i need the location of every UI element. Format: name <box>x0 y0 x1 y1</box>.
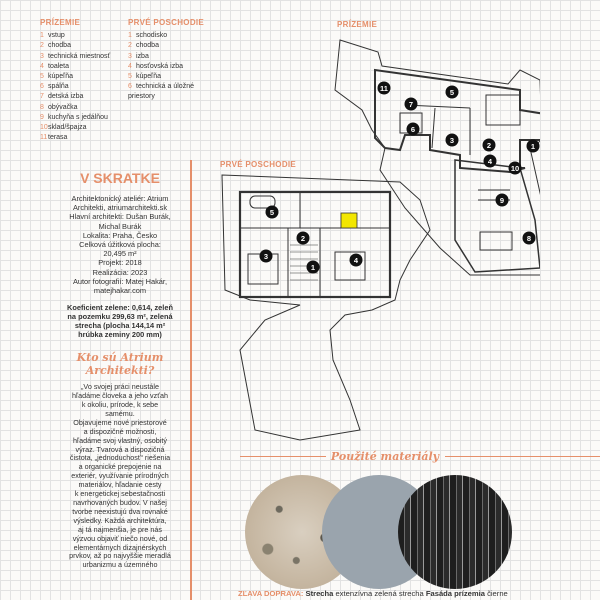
caption-head: ZĽAVA DOPRAVA: <box>238 589 304 598</box>
first-marker-label: 4 <box>353 255 359 265</box>
legend-ground-item <box>40 113 110 123</box>
project-info-line: Lokalita: Praha, Česko <box>82 230 158 240</box>
materials-caption <box>238 589 600 599</box>
legend-label: kúpeľňa <box>136 73 162 81</box>
legend-first-item <box>128 82 208 102</box>
legend-label: chodba <box>48 42 71 50</box>
ground-marker-label: 1 <box>530 141 536 151</box>
ground-marker-label: 6 <box>410 124 416 134</box>
ground-living-wing <box>455 160 540 272</box>
legend-number: 6 <box>40 83 44 91</box>
about-text-line: navrhovaných budov. V našej <box>73 498 167 508</box>
first-marker-label: 3 <box>263 251 269 261</box>
legend-ground-list <box>40 31 110 143</box>
legend-first-item <box>128 41 208 51</box>
ground-marker-label: 3 <box>449 135 455 145</box>
legend-label: spálňa <box>48 83 69 91</box>
first-marker-label: 1 <box>310 262 316 272</box>
legend-number: 1 <box>40 32 44 40</box>
legend-number: 5 <box>128 73 132 81</box>
legend-label: kúpeľňa <box>48 73 74 81</box>
green-coefficient-line: Koeficient zelene: 0,614, zeleň <box>67 303 173 313</box>
project-info-line: Hlavní architekti: Dušan Burák, <box>69 212 171 222</box>
materials-rule-left <box>240 456 326 457</box>
about-text-line: materiálov, hľadanie cesty <box>78 480 162 490</box>
legend-label: detská izba <box>48 93 84 101</box>
sidebar-title: V SKRATKE <box>80 170 160 186</box>
ground-markers <box>378 82 540 245</box>
sidebar-divider <box>190 160 192 600</box>
about-title-line1: Kto sú Atrium <box>76 351 164 365</box>
about-text-line: elementárnych dizajnérskych <box>73 542 167 552</box>
green-coefficient-line: strecha (plocha 144,14 m² <box>74 321 166 331</box>
green-coefficient <box>55 303 185 339</box>
ground-marker-label: 4 <box>487 156 493 166</box>
project-info-line: Architektonický ateliér: Atrium <box>71 194 169 203</box>
ground-marker-label: 9 <box>499 195 505 205</box>
legend-label: schodisko <box>136 32 168 40</box>
about-text-line: samému. <box>105 408 135 418</box>
caption-roof-text: extenzívna zelená strecha <box>335 589 424 598</box>
project-info-line: Realizácia: 2023 <box>92 267 148 277</box>
about-text-line: a organické prepojenie na <box>78 462 162 472</box>
about-text-line: exteriér, využívanie prírodných <box>71 471 169 481</box>
floor-plan <box>200 30 540 450</box>
legend-number: 6 <box>128 83 132 91</box>
legend-ground-item <box>40 72 110 82</box>
legend-number: 4 <box>128 62 132 70</box>
about-title-line2: Architekti? <box>85 364 155 378</box>
about-text-line: a dispozičné možnosti, <box>83 426 157 436</box>
first-floor-label: PRVÉ POSCHODIE <box>220 160 297 169</box>
ground-marker-label: 8 <box>526 233 532 243</box>
legend-number: 2 <box>40 42 44 50</box>
legend-label: toaleta <box>48 62 70 70</box>
caption-facade-text: čierne <box>487 589 508 598</box>
about-text-line: k energetickej sebestačnosti <box>74 489 166 499</box>
about-title <box>55 351 185 377</box>
legend-ground-item <box>40 82 110 92</box>
about-text-line: výraz. Tvarová a dispozičná <box>75 444 165 454</box>
legend-ground-item <box>40 52 110 62</box>
about-text <box>55 383 185 570</box>
legend-label: sklad/špajza <box>48 124 87 132</box>
project-info-line: matejhakar.com <box>93 286 147 296</box>
legend-label: technická a úložné priestory <box>128 83 194 101</box>
first-marker-label: 2 <box>300 233 306 243</box>
ground-marker-label: 5 <box>449 87 455 97</box>
ground-site-outline <box>335 40 540 275</box>
project-info-line: Celková úžitková plocha: <box>79 240 161 250</box>
legend-number: 3 <box>40 52 44 60</box>
sidebar <box>55 160 185 570</box>
legend-first-item <box>128 31 208 41</box>
first-site-outline <box>222 175 430 440</box>
caption-roof: Strecha <box>305 589 334 598</box>
legend-first-item <box>128 62 208 72</box>
legend-ground <box>40 18 110 143</box>
about-text-line: tvorbe neexistujú dva rovnaké <box>72 506 168 516</box>
about-text-line: hľadáme svoj vlastný, osobitý <box>73 435 167 445</box>
legend-number: 3 <box>128 52 132 60</box>
project-info-line: Autor fotografií: Matej Hakár, <box>72 276 168 286</box>
about-text-line: urbanizmu a územného <box>82 560 158 570</box>
materials-title: Použité materiály <box>330 450 440 463</box>
legend-ground-item <box>40 133 110 143</box>
project-info-line: 20,495 m² <box>103 249 137 259</box>
legend-ground-item <box>40 123 110 133</box>
legend-number: 8 <box>40 103 44 111</box>
about-text-line: čistota, „jednoduchosť“ riešenia <box>69 453 171 463</box>
legend-number: 1 <box>128 32 132 40</box>
ground-marker-label: 7 <box>408 99 414 109</box>
garage-car <box>486 95 520 125</box>
about-text-line: „Vo svojej práci neustále <box>81 382 159 392</box>
project-info-line: Michal Burák <box>98 221 142 231</box>
highlight-marker <box>341 213 357 228</box>
legend-label: izba <box>136 52 149 60</box>
sofa <box>480 232 512 250</box>
about-text-line: hľadáme človeka a jeho vzťah <box>72 391 168 401</box>
legend-ground-item <box>40 41 110 51</box>
legend-label: hosťovská izba <box>136 62 183 70</box>
legend-first-list <box>128 31 208 102</box>
legend-ground-item <box>40 92 110 102</box>
project-info-line: Projekt: 2018 <box>98 258 142 268</box>
materials-rule-right <box>445 456 600 457</box>
legend-number: 2 <box>128 42 132 50</box>
project-info <box>55 194 185 295</box>
about-text-line: aj tá najmenšia, je pre nás <box>78 524 162 534</box>
about-text-line: prvkov, až po najvyššie meradlá <box>69 551 171 561</box>
legend-number: 10 <box>40 124 48 132</box>
legend-label: kuchyňa s jedálňou <box>48 113 108 121</box>
legend-number: 5 <box>40 73 44 81</box>
legend-first-item <box>128 72 208 82</box>
green-coefficient-line: na pozemku 299,63 m², zelená <box>67 312 173 322</box>
legend-label: chodba <box>136 42 159 50</box>
legend-ground-item <box>40 62 110 72</box>
legend-label: technická miestnosť <box>48 52 111 60</box>
legend-label: terasa <box>48 134 68 142</box>
legend-first <box>128 18 208 103</box>
caption-facade: Fasáda prízemia <box>425 589 485 598</box>
ground-marker-label: 11 <box>380 83 388 93</box>
legend-number: 9 <box>40 113 44 121</box>
about-text-line: výzvou objaviť niečo nové, od <box>72 533 168 543</box>
legend-ground-item <box>40 103 110 113</box>
legend-ground-heading: PRÍZEMIE <box>40 18 81 27</box>
ground-marker-label: 10 <box>510 163 520 173</box>
legend-label: obývačka <box>48 103 78 111</box>
ground-floor-label: PRÍZEMIE <box>337 20 378 29</box>
material-black-cladding <box>398 475 512 589</box>
about-text-line: Objavujeme nové priestorové <box>73 417 167 427</box>
legend-number: 11 <box>40 134 48 142</box>
legend-number: 4 <box>40 62 44 70</box>
first-marker-label: 5 <box>269 207 275 217</box>
about-text-line: k okoliu, prírode, k sebe <box>81 400 159 410</box>
legend-first-heading: PRVÉ POSCHODIE <box>128 18 205 27</box>
legend-ground-item <box>40 31 110 41</box>
legend-number: 7 <box>40 93 44 101</box>
project-info-line: Architekti, atriumarchitekti.sk <box>72 203 168 213</box>
green-coefficient-line: hrúbka zeminy 200 mm) <box>78 330 162 340</box>
ground-marker-label: 2 <box>486 140 492 150</box>
about-text-line: výsledky. Každá architektúra, <box>73 515 167 525</box>
legend-label: vstup <box>48 32 65 40</box>
legend-first-item <box>128 52 208 62</box>
